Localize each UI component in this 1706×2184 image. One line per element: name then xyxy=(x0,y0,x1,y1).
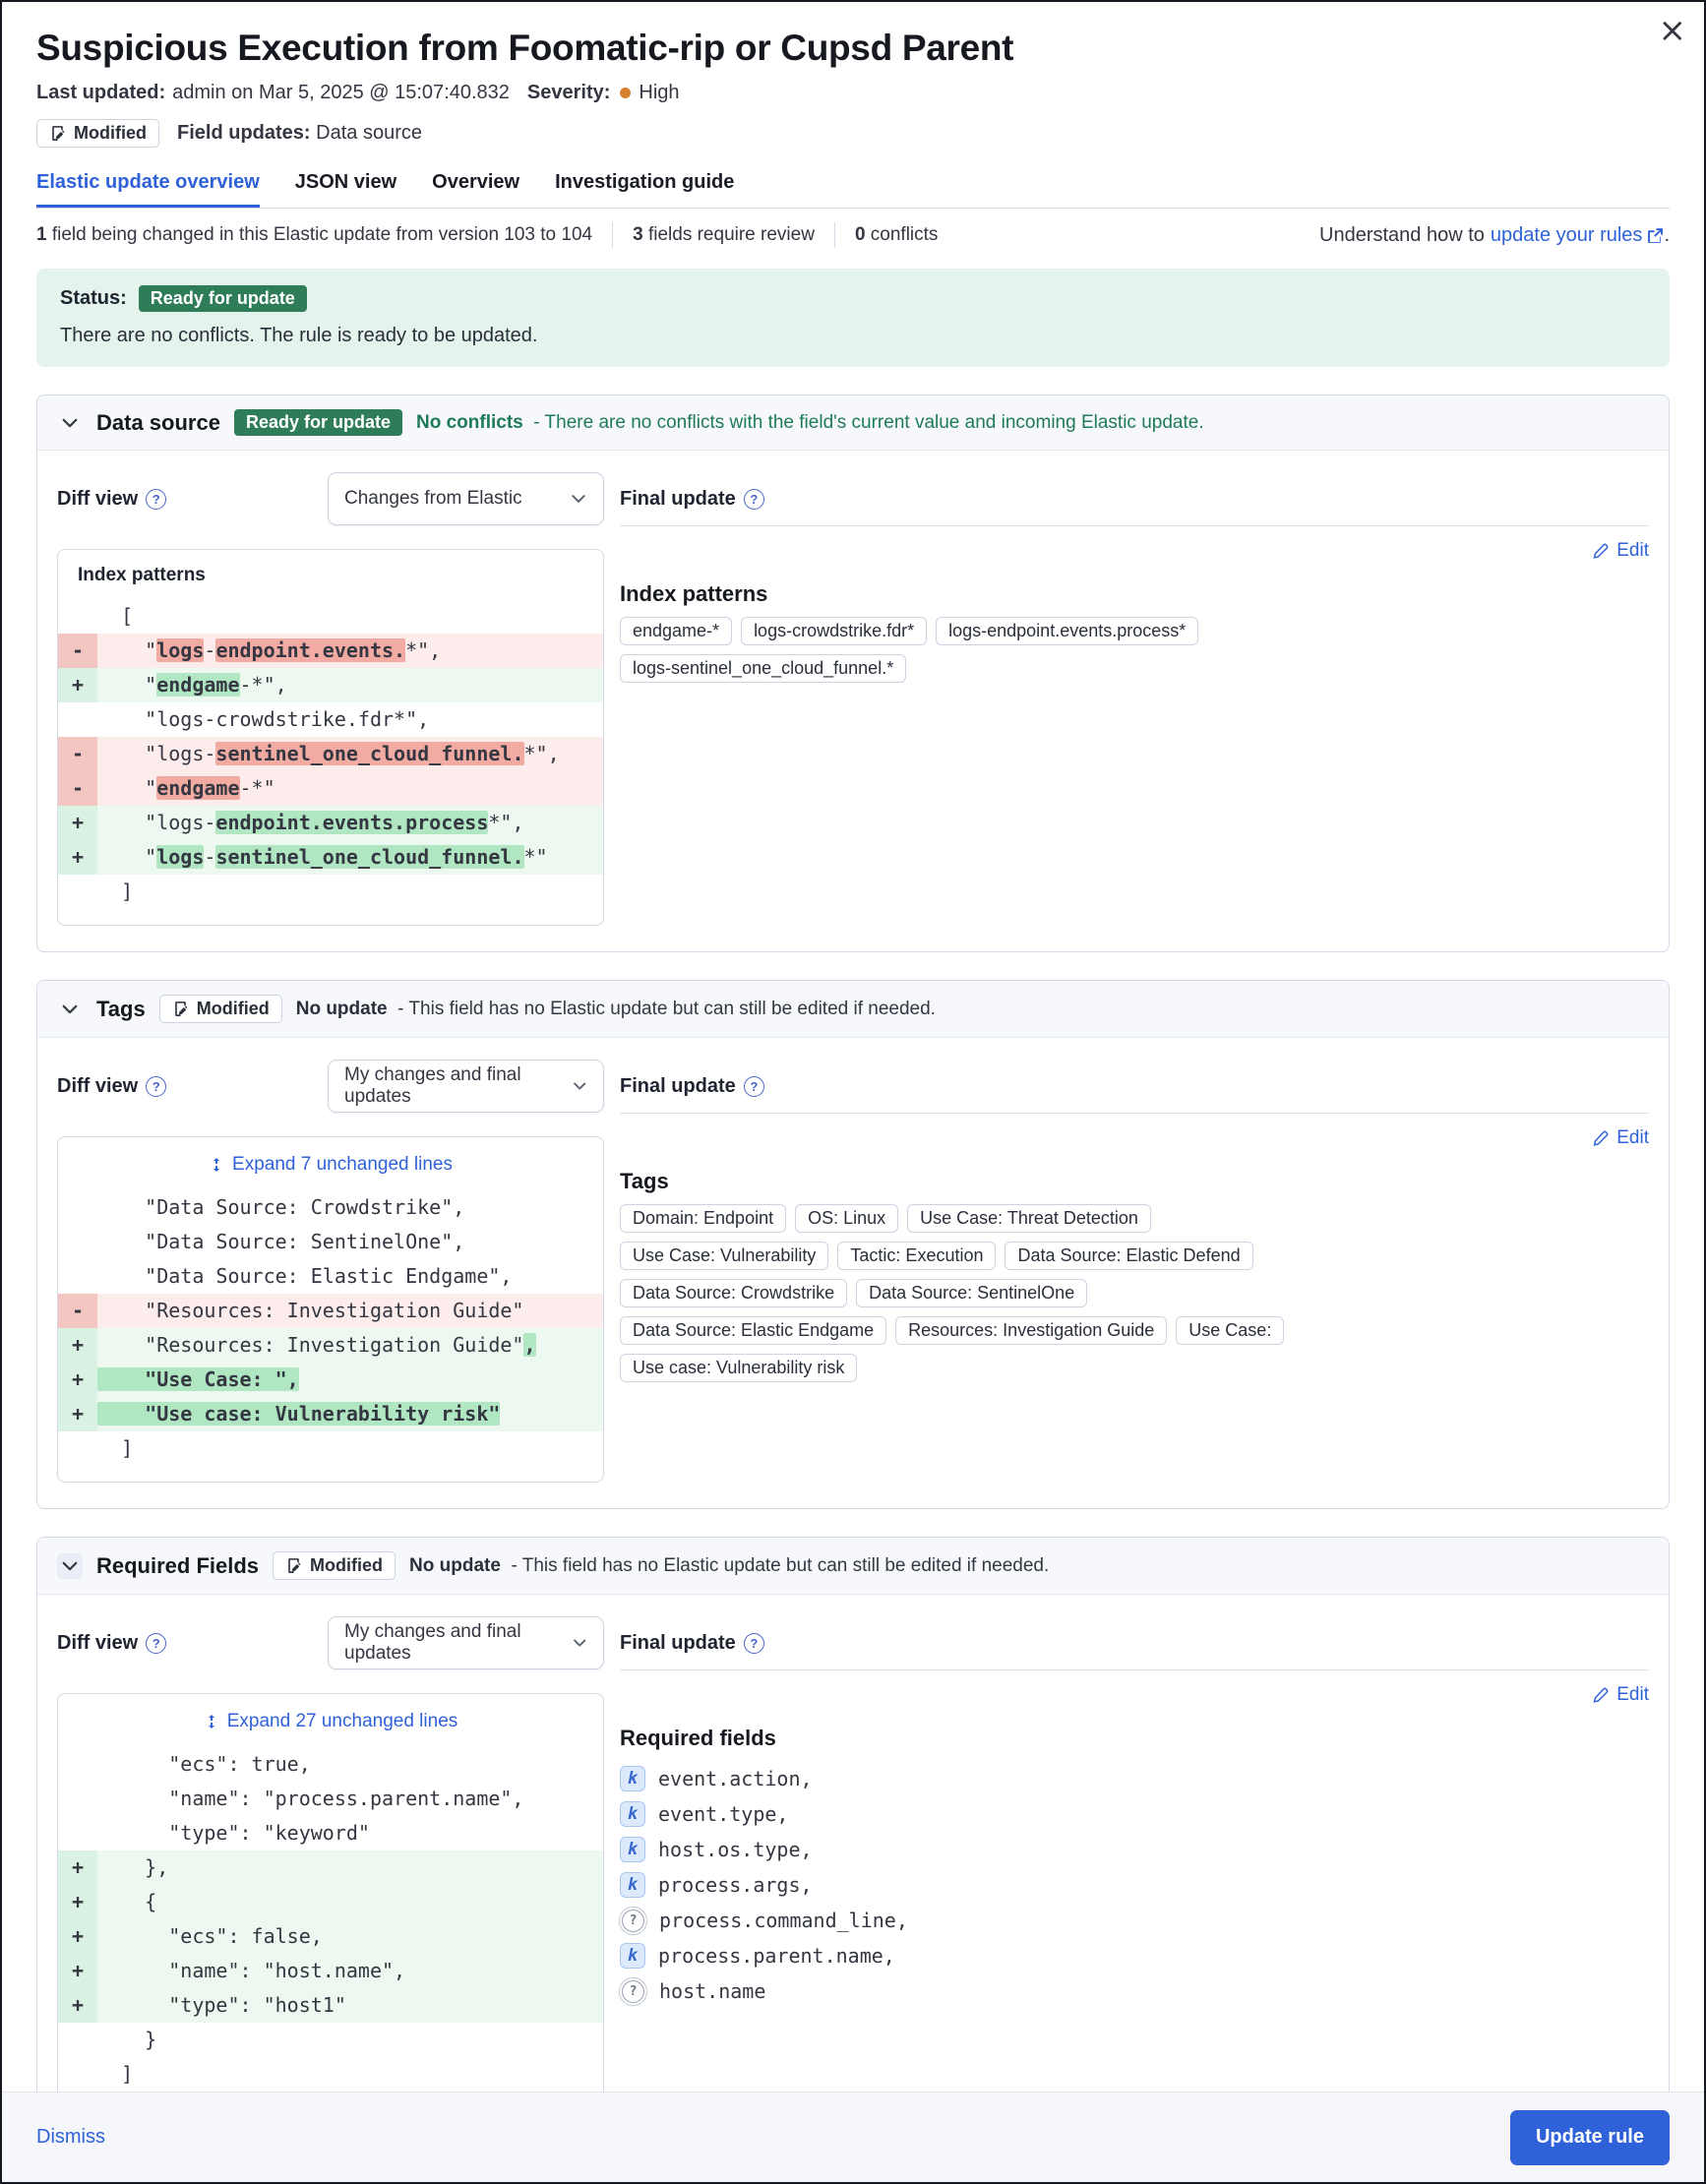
modified-badge: Modified xyxy=(273,1551,396,1580)
badge-row xyxy=(620,1354,1649,1382)
update-summary-row xyxy=(36,209,1670,263)
diff-line xyxy=(58,1190,603,1225)
chevron-down-icon[interactable] xyxy=(57,997,83,1022)
tab-overview[interactable]: Overview xyxy=(432,171,520,193)
value-badge: logs-endpoint.events.process* xyxy=(936,617,1198,645)
final-update-label: Final update xyxy=(620,1074,736,1097)
diff-gutter xyxy=(58,2023,97,2057)
diff-line xyxy=(58,2057,603,2092)
diff-gutter xyxy=(58,599,97,634)
diff-code: "Resources: Investigation Guide", xyxy=(97,1333,536,1357)
diff-line xyxy=(58,771,603,806)
section-status-text: No update - This field has no Elastic update but can still be edited if needed. xyxy=(409,1554,1050,1576)
value-badge: Data Source: Crowdstrike xyxy=(620,1279,847,1307)
pencil-icon xyxy=(1592,543,1609,560)
diff-code: "Data Source: Crowdstrike", xyxy=(97,1195,465,1219)
fields-changed-count: 1 field being changed in this Elastic update from version 103 to 104 xyxy=(36,224,593,245)
value-badge: Use Case: Vulnerability xyxy=(620,1242,828,1270)
diff-code: "logs-sentinel_one_cloud_funnel.*", xyxy=(97,742,560,765)
section-required-fields xyxy=(36,1537,1670,2095)
diff-code: ] xyxy=(97,1436,134,1460)
tab-json-view[interactable]: JSON view xyxy=(294,171,397,193)
diff-gutter: + xyxy=(58,1954,97,1988)
diff-line xyxy=(58,1328,603,1363)
diff-code: "Data Source: Elastic Endgame", xyxy=(97,1264,513,1288)
diff-gutter xyxy=(58,2057,97,2092)
flyout-content xyxy=(2,2,1704,2095)
final-update-field-title: Required fields xyxy=(620,1726,776,1750)
document-edit-icon xyxy=(49,125,66,142)
diff-line xyxy=(58,840,603,875)
help-icon[interactable]: ? xyxy=(744,1633,764,1654)
modified-badge: Modified xyxy=(159,995,282,1023)
section-title: Tags xyxy=(96,996,146,1021)
page-title: Suspicious Execution from Foomatic-rip or Cupsd Parent xyxy=(36,28,1014,68)
value-badge: Data Source: SentinelOne xyxy=(856,1279,1087,1307)
diff-code: "logs-sentinel_one_cloud_funnel.*" xyxy=(97,845,548,869)
diff-code: "type": "host1" xyxy=(97,1993,346,2017)
diff-gutter xyxy=(58,1190,97,1225)
field-name: process.parent.name, xyxy=(658,1944,895,1968)
value-badge: Data Source: Elastic Endgame xyxy=(620,1316,886,1345)
severity-label: Severity: xyxy=(526,82,611,103)
diff-code: "type": "keyword" xyxy=(97,1821,370,1845)
diff-gutter: + xyxy=(58,1363,97,1397)
diff-line xyxy=(58,634,603,668)
diff-line xyxy=(58,1747,603,1782)
last-updated-value: admin on Mar 5, 2025 @ 15:07:40.832 xyxy=(172,82,510,103)
diff-code: "Data Source: SentinelOne", xyxy=(97,1230,465,1253)
chevron-down-icon[interactable] xyxy=(57,410,83,436)
external-link-icon xyxy=(1647,227,1664,244)
diff-gutter xyxy=(58,875,97,909)
edit-button[interactable]: Edit xyxy=(1592,1127,1649,1149)
divider xyxy=(620,1669,1649,1670)
status-callout xyxy=(36,269,1670,367)
diff-gutter xyxy=(58,1259,97,1294)
diff-code: "logs-endpoint.events.process*", xyxy=(97,811,524,834)
diff-line xyxy=(58,668,603,702)
value-badge: Use case: Vulnerability risk xyxy=(620,1354,857,1382)
diff-code: "name": "host.name", xyxy=(97,1959,406,1982)
unknown-type-icon: ? xyxy=(622,1980,644,2003)
diff-code: "Use case: Vulnerability risk" xyxy=(97,1402,501,1426)
diff-view-select[interactable]: Changes from Elastic xyxy=(328,472,604,525)
field-name: process.command_line, xyxy=(659,1909,908,1932)
section-status-text: No update - This field has no Elastic update but can still be edited if needed. xyxy=(295,998,936,1019)
diff-line xyxy=(58,1363,603,1397)
diff-line xyxy=(58,1954,603,1988)
expand-unchanged-lines-link[interactable]: Expand 7 unchanged lines xyxy=(209,1154,453,1176)
chevron-down-icon xyxy=(572,1077,587,1095)
section-status-text: No conflicts - There are no conflicts with the field's current value and incoming Elastic update. xyxy=(415,411,1204,433)
section-data-source xyxy=(36,394,1670,952)
keyword-type-icon: k xyxy=(620,1872,645,1898)
diff-gutter: + xyxy=(58,806,97,840)
document-edit-icon xyxy=(172,1001,189,1017)
rule-badges-row xyxy=(36,119,1670,148)
diff-gutter: + xyxy=(58,1988,97,2023)
diff-line xyxy=(58,1850,603,1885)
diff-line xyxy=(58,806,603,840)
badge-row xyxy=(620,1279,1649,1307)
severity-high-dot xyxy=(620,88,631,98)
badge-row xyxy=(620,1204,1649,1233)
status-message: There are no conflicts. The rule is ready to be updated. xyxy=(60,325,538,346)
field-name: host.os.type, xyxy=(658,1838,813,1861)
modified-badge-label: Modified xyxy=(74,123,147,143)
badge-row xyxy=(620,654,1649,683)
keyword-type-icon: k xyxy=(620,1801,645,1827)
diff-code: "logs-endpoint.events.*", xyxy=(97,638,442,662)
keyword-type-icon: k xyxy=(620,1766,645,1791)
diff-gutter xyxy=(58,702,97,737)
close-icon[interactable]: × xyxy=(1658,11,1686,50)
value-badge: Resources: Investigation Guide xyxy=(895,1316,1167,1345)
tab-investigation-guide[interactable]: Investigation guide xyxy=(555,171,735,193)
required-field-item xyxy=(620,1796,1649,1832)
diff-gutter xyxy=(58,1816,97,1850)
diff-gutter: + xyxy=(58,1328,97,1363)
diff-field-title: Index patterns xyxy=(78,565,206,585)
value-badge: Domain: Endpoint xyxy=(620,1204,786,1233)
fields-require-review-count: 3 fields require review xyxy=(633,224,815,245)
update-your-rules-link[interactable]: update your rules xyxy=(1491,224,1665,247)
help-icon[interactable]: ? xyxy=(146,1633,166,1654)
section-body xyxy=(37,1038,1669,1508)
document-edit-icon xyxy=(285,1557,302,1574)
diff-line xyxy=(58,2023,603,2057)
field-name: event.type, xyxy=(658,1802,789,1826)
diff-gutter: - xyxy=(58,737,97,771)
diff-view-select[interactable]: My changes and final updates xyxy=(328,1060,604,1113)
diff-line xyxy=(58,1397,603,1431)
badge-row xyxy=(620,617,1649,645)
ready-for-update-badge: Ready for update xyxy=(234,409,402,436)
diff-line xyxy=(58,702,603,737)
keyword-type-icon: k xyxy=(620,1837,645,1862)
required-field-item xyxy=(620,1867,1649,1903)
field-name: event.action, xyxy=(658,1767,813,1790)
value-badge: Data Source: Elastic Defend xyxy=(1005,1242,1252,1270)
unknown-type-icon: ? xyxy=(622,1910,644,1932)
dismiss-button[interactable]: Dismiss xyxy=(36,2126,105,2148)
diff-gutter: + xyxy=(58,668,97,702)
tab-elastic-update-overview[interactable]: Elastic update overview xyxy=(36,171,260,208)
required-field-item xyxy=(620,1903,1649,1938)
diff-line xyxy=(58,1225,603,1259)
required-field-item xyxy=(620,1938,1649,1973)
diff-gutter: - xyxy=(58,1294,97,1328)
diff-lines xyxy=(58,1190,603,1466)
diff-code: "logs-crowdstrike.fdr*", xyxy=(97,707,430,731)
tab-bar xyxy=(36,171,1670,209)
chevron-down-icon xyxy=(570,490,587,508)
diff-panel xyxy=(57,1136,604,1483)
diff-line xyxy=(58,1988,603,2023)
edit-button[interactable]: Edit xyxy=(1592,540,1649,562)
diff-view-select[interactable]: My changes and final updates xyxy=(328,1616,604,1669)
value-badge: OS: Linux xyxy=(795,1204,898,1233)
diff-line xyxy=(58,875,603,909)
diff-gutter: + xyxy=(58,840,97,875)
value-badge: Use Case: xyxy=(1176,1316,1284,1345)
help-icon[interactable]: ? xyxy=(744,489,764,510)
diff-code: ] xyxy=(97,2062,134,2086)
diff-code: "ecs": false, xyxy=(97,1924,323,1948)
chevron-down-icon xyxy=(572,1634,587,1652)
field-updates xyxy=(177,122,422,145)
diff-gutter: + xyxy=(58,1885,97,1919)
edit-button[interactable]: Edit xyxy=(1592,1684,1649,1706)
field-name: host.name xyxy=(659,1979,766,2003)
diff-lines xyxy=(58,599,603,909)
diff-gutter: + xyxy=(58,1397,97,1431)
diff-code: }, xyxy=(97,1855,169,1879)
badge-row xyxy=(620,1316,1649,1345)
section-title: Required Fields xyxy=(96,1552,260,1578)
required-field-item xyxy=(620,1761,1649,1796)
diff-gutter xyxy=(58,1225,97,1259)
diff-panel xyxy=(57,549,604,926)
flyout-footer xyxy=(2,2092,1704,2182)
expand-icon xyxy=(204,1714,219,1729)
status-badge: Ready for update xyxy=(139,285,307,312)
expand-icon xyxy=(209,1157,224,1173)
value-badge: Use Case: Threat Detection xyxy=(907,1204,1151,1233)
section-required-fields-header[interactable] xyxy=(37,1538,1669,1595)
diff-line xyxy=(58,1919,603,1954)
diff-line xyxy=(58,1294,603,1328)
help-icon[interactable]: ? xyxy=(146,1076,166,1097)
expand-unchanged-lines-link[interactable]: Expand 27 unchanged lines xyxy=(204,1711,458,1732)
badge-row xyxy=(620,1242,1649,1270)
last-updated-label: Last updated: xyxy=(36,82,166,103)
diff-line xyxy=(58,1885,603,1919)
diff-code: "name": "process.parent.name", xyxy=(97,1787,524,1810)
conflicts-count: 0 conflicts xyxy=(854,224,939,245)
diff-line xyxy=(58,737,603,771)
diff-code: "endgame-*" xyxy=(97,776,275,800)
diff-line xyxy=(58,1259,603,1294)
rule-meta xyxy=(36,82,1670,104)
modified-badge xyxy=(36,119,159,148)
diff-code: "endgame-*", xyxy=(97,673,287,697)
diff-line xyxy=(58,1431,603,1466)
value-badge: Tactic: Execution xyxy=(837,1242,996,1270)
severity-value: High xyxy=(639,82,680,103)
section-tags-header[interactable] xyxy=(37,981,1669,1038)
diff-panel xyxy=(57,1693,604,2095)
diff-code: "ecs": true, xyxy=(97,1752,311,1776)
diff-gutter: + xyxy=(58,1850,97,1885)
required-field-item xyxy=(620,1832,1649,1867)
value-badge: endgame-* xyxy=(620,617,732,645)
diff-gutter: - xyxy=(58,771,97,806)
diff-line xyxy=(58,1782,603,1816)
help-icon[interactable]: ? xyxy=(744,1076,764,1097)
final-update-field-title: Index patterns xyxy=(620,581,768,606)
field-updates-label: Field updates: xyxy=(177,122,311,144)
divider xyxy=(834,222,835,248)
diff-lines xyxy=(58,1747,603,2092)
diff-gutter xyxy=(58,1431,97,1466)
diff-gutter xyxy=(58,1782,97,1816)
diff-line xyxy=(58,599,603,634)
pencil-icon xyxy=(1592,1687,1609,1704)
required-fields-list xyxy=(620,1761,1649,2009)
keyword-type-icon: k xyxy=(620,1943,645,1969)
field-name: process.args, xyxy=(658,1873,813,1897)
section-body xyxy=(37,451,1669,951)
divider xyxy=(620,1113,1649,1114)
chevron-down-icon[interactable] xyxy=(57,1553,83,1579)
diff-view-label: Diff view xyxy=(57,1074,139,1097)
diff-gutter: - xyxy=(58,634,97,668)
update-rule-button[interactable]: Update rule xyxy=(1510,2110,1670,2165)
status-label: Status: xyxy=(60,287,127,309)
diff-line xyxy=(58,1816,603,1850)
divider xyxy=(612,222,613,248)
final-update-label: Final update xyxy=(620,1631,736,1654)
divider xyxy=(620,525,1649,526)
section-body xyxy=(37,1595,1669,2095)
diff-gutter: + xyxy=(58,1919,97,1954)
field-updates-value: Data source xyxy=(316,122,422,144)
diff-code: [ xyxy=(97,604,134,628)
diff-code: { xyxy=(97,1890,157,1913)
understand-help-text: Understand how to update your rules . xyxy=(1319,223,1670,246)
tags-list xyxy=(620,1204,1649,1382)
value-badge: logs-crowdstrike.fdr* xyxy=(741,617,927,645)
diff-gutter xyxy=(58,1747,97,1782)
diff-view-label: Diff view xyxy=(57,487,139,510)
pencil-icon xyxy=(1592,1130,1609,1147)
section-title: Data source xyxy=(96,409,220,435)
diff-code: "Use Case: ", xyxy=(97,1367,299,1391)
final-update-field-title: Tags xyxy=(620,1169,669,1193)
diff-code: ] xyxy=(97,880,134,903)
required-field-item xyxy=(620,1973,1649,2009)
help-icon[interactable]: ? xyxy=(146,489,166,510)
section-data-source-header[interactable] xyxy=(37,395,1669,451)
final-update-label: Final update xyxy=(620,487,736,510)
index-patterns-list xyxy=(620,617,1649,683)
value-badge: logs-sentinel_one_cloud_funnel.* xyxy=(620,654,906,683)
diff-code: } xyxy=(97,2028,157,2051)
diff-code: "Resources: Investigation Guide" xyxy=(97,1299,524,1322)
section-tags xyxy=(36,980,1670,1509)
diff-view-label: Diff view xyxy=(57,1631,139,1654)
